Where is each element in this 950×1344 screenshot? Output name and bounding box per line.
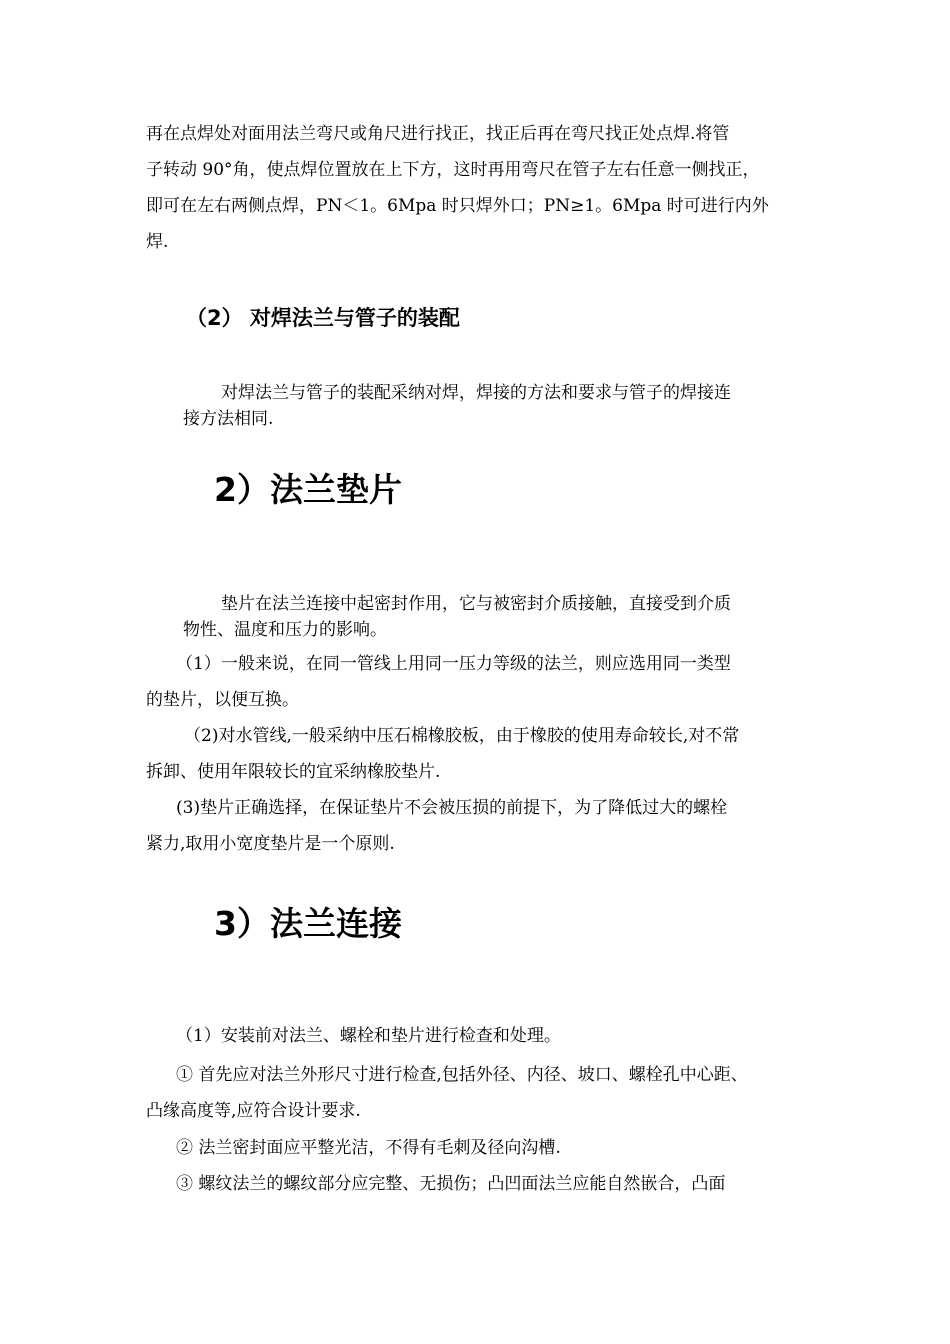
text-line: 凸缘高度等,应符合设计要求. bbox=[146, 1101, 361, 1121]
heading-flange-gasket: 2）法兰垫片 bbox=[214, 470, 402, 509]
butt-weld-paragraph bbox=[183, 380, 731, 432]
connection-sub-2 bbox=[176, 1130, 561, 1166]
text-line: 紧力,取用小宽度垫片是一个原则. bbox=[146, 834, 395, 854]
text-line: 的垫片，以便互换。 bbox=[146, 690, 299, 710]
sub-heading-butt-weld-flange: （2） 对焊法兰与管子的装配 bbox=[186, 306, 460, 330]
connection-sub-3 bbox=[176, 1166, 725, 1202]
text-line: 再在点焊处对面用法兰弯尺或角尺进行找正，找正后再在弯尺找正处点焊.将管 bbox=[146, 124, 730, 144]
connection-item-1 bbox=[176, 1018, 561, 1054]
connection-sub-1 bbox=[146, 1057, 748, 1129]
text-line: （1）安装前对法兰、螺栓和垫片进行检查和处理。 bbox=[176, 1026, 561, 1046]
text-line: （1）一般来说，在同一管线上用同一压力等级的法兰，则应选用同一类型 bbox=[176, 654, 731, 674]
gasket-item-1 bbox=[146, 646, 731, 718]
text-line: 即可在左右两侧点焊，PN＜1。6Mpa 时只焊外口；PN≥1。6Mpa 时可进行内外 bbox=[146, 196, 769, 216]
text-line: 接方法相同. bbox=[183, 409, 274, 429]
heading-flange-connection: 3）法兰连接 bbox=[214, 904, 402, 943]
text-line: ① 首先应对法兰外形尺寸进行检查,包括外径、内径、坡口、螺栓孔中心距、 bbox=[176, 1065, 748, 1085]
gasket-intro-paragraph bbox=[183, 591, 731, 643]
text-line: 子转动 90°角，使点焊位置放在上下方，这时再用弯尺在管子左右任意一侧找正， bbox=[146, 160, 760, 180]
text-line: 垫片在法兰连接中起密封作用，它与被密封介质接触，直接受到介质 bbox=[221, 594, 731, 614]
text-line: 焊. bbox=[146, 232, 169, 252]
gasket-item-3 bbox=[146, 790, 727, 862]
intro-paragraph bbox=[146, 116, 769, 260]
text-line: 物性、温度和压力的影响。 bbox=[183, 620, 387, 640]
text-line: 对焊法兰与管子的装配采纳对焊，焊接的方法和要求与管子的焊接连 bbox=[221, 383, 731, 403]
gasket-item-2 bbox=[146, 718, 739, 790]
text-line: ② 法兰密封面应平整光洁，不得有毛刺及径向沟槽. bbox=[176, 1138, 561, 1158]
text-line: 拆卸、使用年限较长的宜采纳橡胶垫片. bbox=[146, 762, 441, 782]
text-line: (3)垫片正确选择，在保证垫片不会被压损的前提下，为了降低过大的螺栓 bbox=[176, 798, 728, 818]
text-line: ③ 螺纹法兰的螺纹部分应完整、无损伤；凸凹面法兰应能自然嵌合，凸面 bbox=[176, 1174, 726, 1194]
text-line: （2)对水管线,一般采纳中压石棉橡胶板，由于橡胶的使用寿命较长,对不常 bbox=[184, 726, 740, 746]
